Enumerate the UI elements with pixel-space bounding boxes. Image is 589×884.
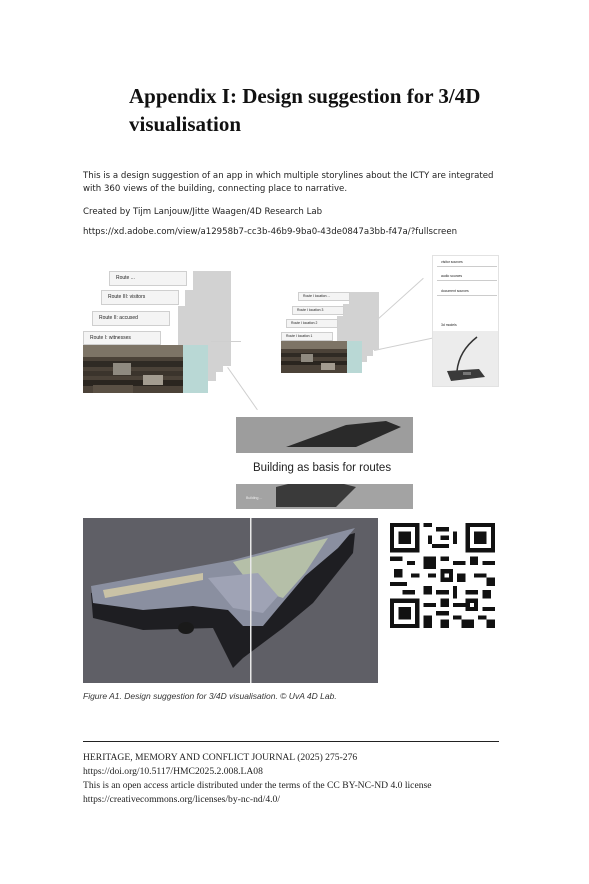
sources-panel — [432, 255, 499, 387]
location-card-1[interactable]: Route I location 1 — [281, 332, 333, 341]
courtroom-photo — [83, 345, 208, 393]
footer-journal: HERITAGE, MEMORY AND CONFLICT JOURNAL (2025) 275-276 — [83, 752, 358, 763]
app-url[interactable]: https://xd.adobe.com/view/a12958b7-cc3b-46b9-9ba0-43de0847a3bb-f47a/?fullscreen — [83, 227, 458, 237]
building-label: Building as basis for routes — [236, 453, 413, 484]
location-card-4[interactable]: Route I location ... — [298, 292, 350, 301]
route-card-3[interactable]: Route III: visitors — [101, 290, 179, 305]
route-card-4[interactable]: Route ... — [109, 271, 187, 286]
intro-paragraph: This is a design suggestion of an app in which multiple storylines about the ICTY are integrated with 360 views of the building, connecting place to narrative. — [83, 171, 494, 194]
building-panel[interactable] — [236, 417, 413, 509]
sources-item-3d[interactable]: 3d models — [437, 322, 497, 330]
microphone-icon — [433, 331, 498, 386]
route-card-1[interactable]: Route I: witnesses — [83, 331, 161, 345]
connector-line — [227, 367, 258, 410]
footer-license-url[interactable]: https://creativecommons.org/licenses/by-nc-nd/4.0/ — [83, 794, 280, 805]
credit-line: Created by Tijm Lanjouw/Jitte Waagen/4D Research Lab — [83, 207, 323, 217]
building-3d-render[interactable] — [83, 518, 378, 683]
footer-divider — [83, 741, 499, 742]
location-card-2[interactable]: Route I location 2 — [286, 319, 338, 328]
qr-code-icon[interactable] — [390, 523, 495, 628]
connector-line — [374, 337, 435, 351]
page-title: Appendix I: Design suggestion for 3/4D visualisation — [129, 84, 481, 136]
footer-doi[interactable]: https://doi.org/10.5117/HMC2025.2.008.LA08 — [83, 766, 263, 777]
sources-item-visitor[interactable]: visitor sources — [437, 259, 497, 267]
figure-caption: Figure A1. Design suggestion for 3/4D visualisation. © UvA 4D Lab. — [83, 691, 337, 701]
building-footer: Building ... — [246, 496, 263, 500]
footer-license: This is an open access article distributed under the terms of the CC BY-NC-ND 4.0 license — [83, 780, 432, 791]
courtroom-photo-small — [281, 341, 362, 373]
sources-item-audio[interactable]: audio sources — [437, 273, 497, 281]
connector-line — [211, 341, 241, 342]
route-card-2[interactable]: Route II: accused — [92, 311, 170, 326]
sources-item-document[interactable]: document sources — [437, 288, 497, 296]
location-card-3[interactable]: Route I location 3 — [292, 306, 344, 315]
connector-line — [374, 278, 424, 323]
